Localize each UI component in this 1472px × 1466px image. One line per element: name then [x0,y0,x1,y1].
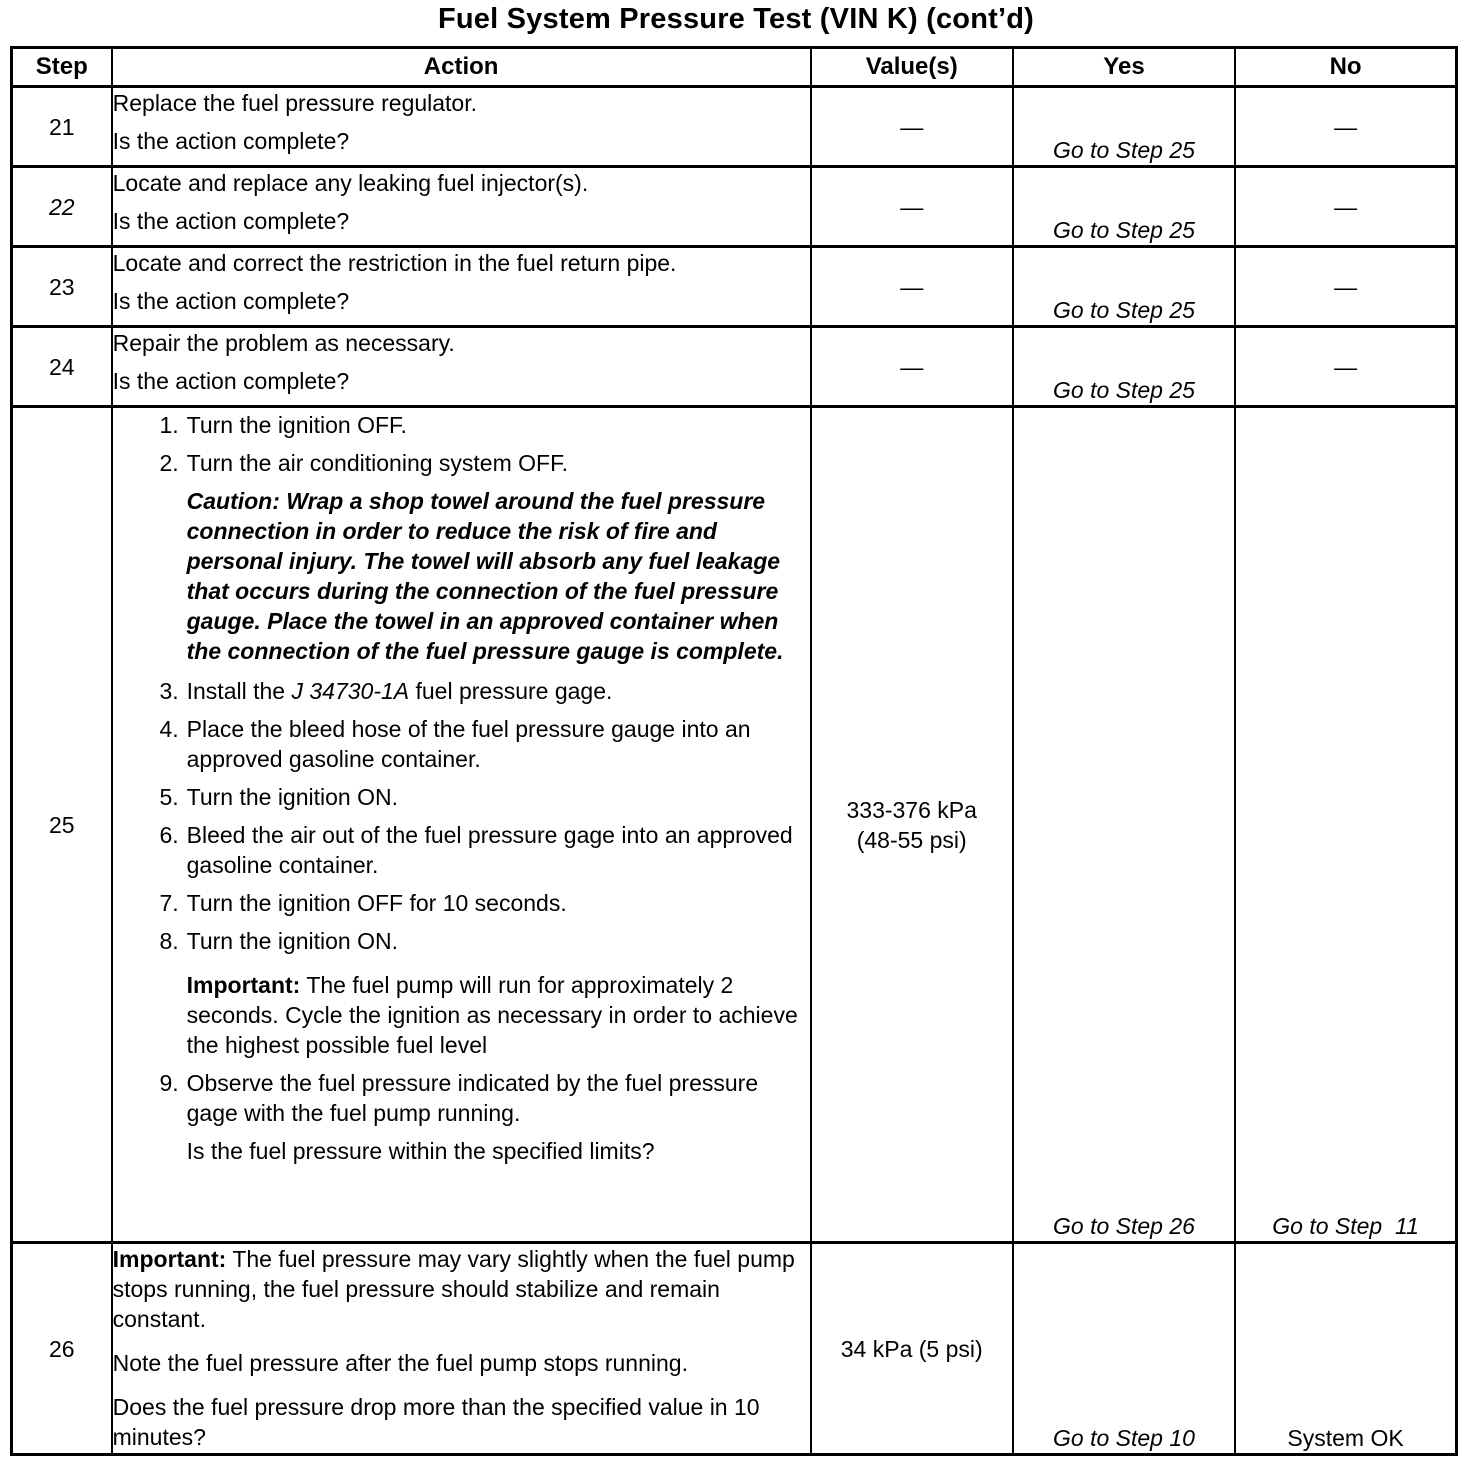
header-action: Action [112,48,811,87]
action-text: Replace the fuel pressure regulator. [112,90,478,116]
yes-goto: Go to Step 25 [1053,137,1195,163]
yes-goto: Go to Step 25 [1053,297,1195,323]
action-question: Does the fuel pressure drop more than the specified value in 10 minutes? [112,1394,760,1450]
important-label: Important: [186,972,301,998]
action-cell [112,1243,811,1455]
list-item: 9. Observe the fuel pressure indicated by the fuel pressure gage with the fuel pump running. [159,1070,759,1126]
value-cell: — [811,247,1013,327]
yes-cell [1013,87,1235,167]
header-step: Step [12,48,112,87]
no-cell: — [1235,247,1456,327]
header-row [12,48,1457,87]
list-item: 4. Place the bleed hose of the fuel pressure gauge into an approved gasoline container. [159,716,751,772]
table-row-step-23 [12,247,1457,327]
action-cell [112,167,811,247]
yes-goto: Go to Step 25 [1053,377,1195,403]
header-no: No [1235,48,1456,87]
list-item: 5. Turn the ignition ON. [159,784,398,810]
page-title: Fuel System Pressure Test (VIN K) (cont’d) [437,3,1035,35]
numbered-list [113,408,810,1166]
step-number: 25 [12,407,112,1243]
yes-cell [1013,327,1235,407]
table-row-step-22 [12,167,1457,247]
step-number: 22 [12,167,112,247]
yes-cell [1013,247,1235,327]
value-psi: (48-55 psi) [856,826,967,853]
action-cell [112,87,811,167]
action-text: Locate and correct the restriction in the fuel return pipe. [112,250,677,276]
value-cell [811,407,1013,1243]
important-note: Important: The fuel pump will run for approximately 2 seconds. Cycle the ignition as necessary in order to achieve the highest possible fuel level [186,972,798,1058]
action-question: Is the action complete? [112,368,350,394]
value-cell: — [811,87,1013,167]
action-cell [112,407,811,1243]
list-item: 8. Turn the ignition ON. [159,928,398,954]
yes-goto: Go to Step 10 [1053,1425,1195,1451]
table-row-step-26 [12,1243,1457,1455]
step-number: 26 [12,1243,112,1455]
step-number: 23 [12,247,112,327]
list-item: 2. Turn the air conditioning system OFF. [159,450,568,476]
no-goto: Go to Step 11 [1272,1213,1419,1239]
table-row-step-24 [12,327,1457,407]
action-question: Is the action complete? [112,208,350,234]
yes-cell [1013,1243,1235,1455]
header-values: Value(s) [811,48,1013,87]
table-row-step-25 [12,407,1457,1243]
action-question: Is the action complete? [112,128,350,154]
list-item: 1. Turn the ignition OFF. [159,412,407,438]
list-item: 6. Bleed the air out of the fuel pressure gage into an approved gasoline container. [159,822,793,878]
no-cell: — [1235,87,1456,167]
action-cell [112,247,811,327]
value-cell: 34 kPa (5 psi) [811,1243,1013,1455]
list-item: 3. Install the J 34730-1A fuel pressure gage. [159,678,613,704]
yes-goto: Go to Step 25 [1053,217,1195,243]
yes-cell [1013,407,1235,1243]
yes-goto: Go to Step 26 [1053,1213,1195,1239]
value-kpa: 333-376 kPa [846,796,977,823]
step-number: 21 [12,87,112,167]
action-text: Locate and replace any leaking fuel injector(s). [112,170,589,196]
procedure-table [10,46,1458,1456]
important-label: Important: [112,1246,227,1272]
action-question: Is the action complete? [112,288,350,314]
list-item: 7. Turn the ignition OFF for 10 seconds. [159,890,567,916]
table-row-step-21 [12,87,1457,167]
yes-cell [1013,167,1235,247]
important-note: Important: The fuel pressure may vary slightly when the fuel pump stops running, the fuel pressure should stabilize and remain constant. [112,1246,795,1332]
value-cell: — [811,327,1013,407]
action-text: Repair the problem as necessary. [112,330,455,356]
step-number: 24 [12,327,112,407]
action-text: Note the fuel pressure after the fuel pump stops running. [112,1350,688,1376]
no-cell: System OK [1235,1243,1456,1455]
action-question: Is the fuel pressure within the specified limits? [186,1138,655,1164]
header-yes: Yes [1013,48,1235,87]
no-cell: — [1235,327,1456,407]
action-cell [112,327,811,407]
value-cell: — [811,167,1013,247]
no-cell: — [1235,167,1456,247]
caution-note: Caution: Wrap a shop towel around the fuel pressure connection in order to reduce the risk of fire and personal injury. The towel will absorb any fuel leakage that occurs during the connection of the fuel pressure gauge. Place the towel in an approved container when the connection of the fuel pressure gauge is complete. [186,488,784,664]
no-cell [1235,407,1456,1243]
tool-number: J 34730-1A [291,678,410,704]
